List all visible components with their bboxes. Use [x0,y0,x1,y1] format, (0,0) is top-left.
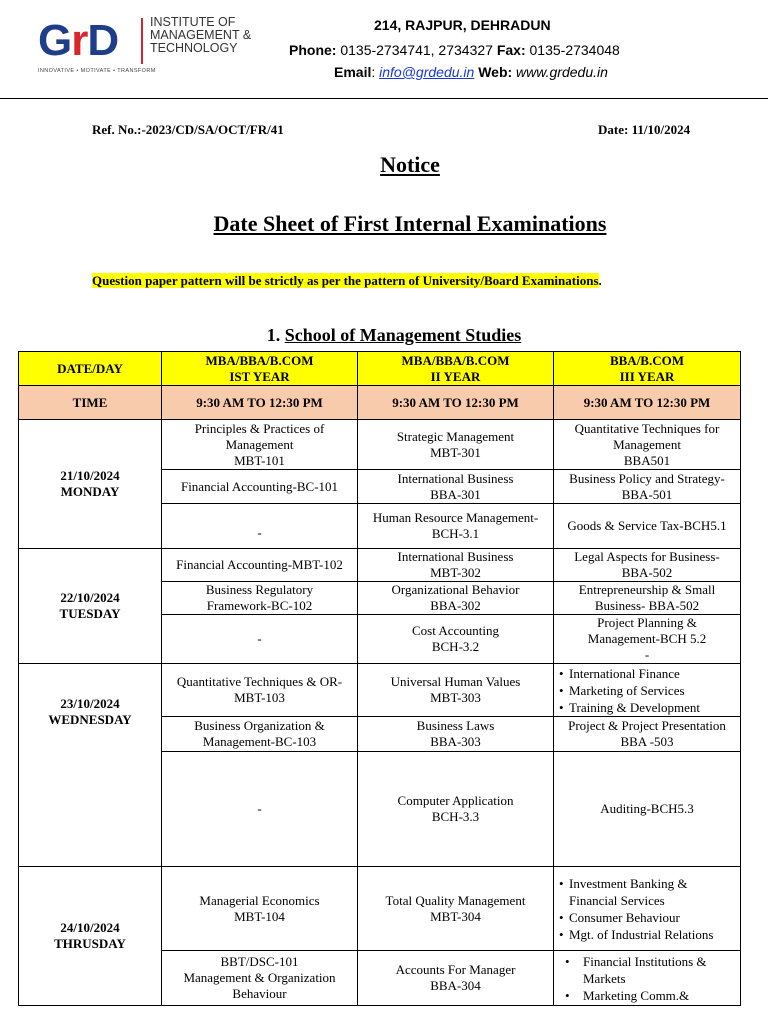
website-text: www.grdedu.in [512,64,608,80]
logo-tagline: INNOVATIVE • MOTIVATE • TRANSFORM [38,68,156,74]
list-item: • International Finance [569,665,737,682]
list-item: • Marketing Comm.& [583,987,737,1004]
exam-cell: Managerial Economics MBT-104 [162,867,358,951]
time-cell: 9:30 AM TO 12:30 PM [554,386,741,420]
exam-cell: Business Laws BBA-303 [358,717,554,752]
exam-cell: Quantitative Techniques & OR- MBT-103 [162,664,358,717]
exam-cell: Accounts For Manager BBA-304 [358,951,554,1006]
exam-cell: Project Planning & Management-BCH 5.2 - [554,615,741,664]
notice-date: Date: 11/10/2024 [598,122,691,137]
exam-cell [554,664,741,717]
header-date-day: DATE/DAY [19,352,162,386]
exam-cell: Auditing-BCH5.3 [554,752,741,867]
time-row [19,386,741,420]
exam-cell: Goods & Service Tax-BCH5.1 [554,504,741,549]
date-sheet-table [18,351,741,1006]
contact-phone: Phone: 0135-2734741, 2734327 Fax: 0135-2734048 [289,42,620,58]
reference-number: Ref. No.:-2023/CD/SA/OCT/FR/41 [92,122,284,137]
exam-cell [554,951,741,1006]
exam-cell: Business Policy and Strategy- BBA-501 [554,470,741,504]
time-cell: 9:30 AM TO 12:30 PM [358,386,554,420]
email-link[interactable]: info@grdedu.in [379,64,475,80]
table-row [19,549,741,582]
table-row [19,664,741,717]
list-item: • Consumer Behaviour [569,909,737,926]
exam-cell: International Business MBT-302 [358,549,554,582]
exam-cell: Organizational Behavior BBA-302 [358,582,554,615]
table-row [19,420,741,470]
day-cell: 22/10/2024 TUESDAY [19,549,162,664]
document-title: Date Sheet of First Internal Examinations [213,211,607,236]
exam-cell [554,867,741,951]
exam-cell: - [162,504,358,549]
exam-cell: Universal Human Values MBT-303 [358,664,554,717]
header-second-year: MBA/BBA/B.COM II YEAR [358,352,554,386]
table-header-row [19,352,741,386]
exam-cell: Financial Accounting-BC-101 [162,470,358,504]
exam-cell: BBT/DSC-101 Management & Organization Behaviour [162,951,358,1006]
institute-logo [38,16,268,78]
exam-cell: - [162,752,358,867]
logo-wordmark: GrD [38,16,119,65]
exam-cell: Strategic Management MBT-301 [358,420,554,470]
list-item: • Investment Banking & Financial Services [569,875,737,909]
subject-list [557,953,737,1004]
section-heading: 1. School of Management Studies [266,325,522,345]
day-cell: 24/10/2024 THRUSDAY [19,867,162,1006]
exam-cell: International Business BBA-301 [358,470,554,504]
logo-divider [141,18,143,64]
exam-cell: Business Organization & Management-BC-103 [162,717,358,752]
exam-cell: Business Regulatory Framework-BC-102 [162,582,358,615]
exam-cell: Human Resource Management- BCH-3.1 [358,504,554,549]
subject-list [557,665,737,716]
exam-cell: Project & Project Presentation BBA -503 [554,717,741,752]
exam-cell: Principles & Practices of Management MBT-101 [162,420,358,470]
exam-cell: Legal Aspects for Business- BBA-502 [554,549,741,582]
exam-cell: Computer Application BCH-3.3 [358,752,554,867]
exam-cell: Quantitative Techniques for Management BBA501 [554,420,741,470]
exam-cell: Financial Accounting-MBT-102 [162,549,358,582]
exam-cell: Cost Accounting BCH-3.2 [358,615,554,664]
exam-cell: - [162,615,358,664]
list-item: • Financial Institutions & Markets [583,953,737,987]
list-item: • Marketing of Services [569,682,737,699]
header-third-year: BBA/B.COM III YEAR [554,352,741,386]
day-cell: 21/10/2024 MONDAY [19,420,162,549]
time-label: TIME [19,386,162,420]
exam-cell: Entrepreneurship & Small Business- BBA-502 [554,582,741,615]
contact-email: Email: info@grdedu.in Web: www.grdedu.in [334,64,608,80]
header-first-year: MBA/BBA/B.COM IST YEAR [162,352,358,386]
exam-cell: Total Quality Management MBT-304 [358,867,554,951]
day-cell: 23/10/2024 WEDNESDAY [19,664,162,867]
address: 214, RAJPUR, DEHRADUN [374,17,551,33]
pattern-note: Question paper pattern will be strictly as per the pattern of University/Board Examinations. [92,273,602,288]
table-row [19,867,741,951]
list-item: • Mgt. of Industrial Relations [569,926,737,943]
subject-list [557,875,737,943]
time-cell: 9:30 AM TO 12:30 PM [162,386,358,420]
header-divider [0,98,768,99]
logo-institute-name: INSTITUTE OF MANAGEMENT & TECHNOLOGY [150,15,252,55]
list-item: • Training & Development [569,699,737,716]
notice-heading: Notice [380,152,440,177]
